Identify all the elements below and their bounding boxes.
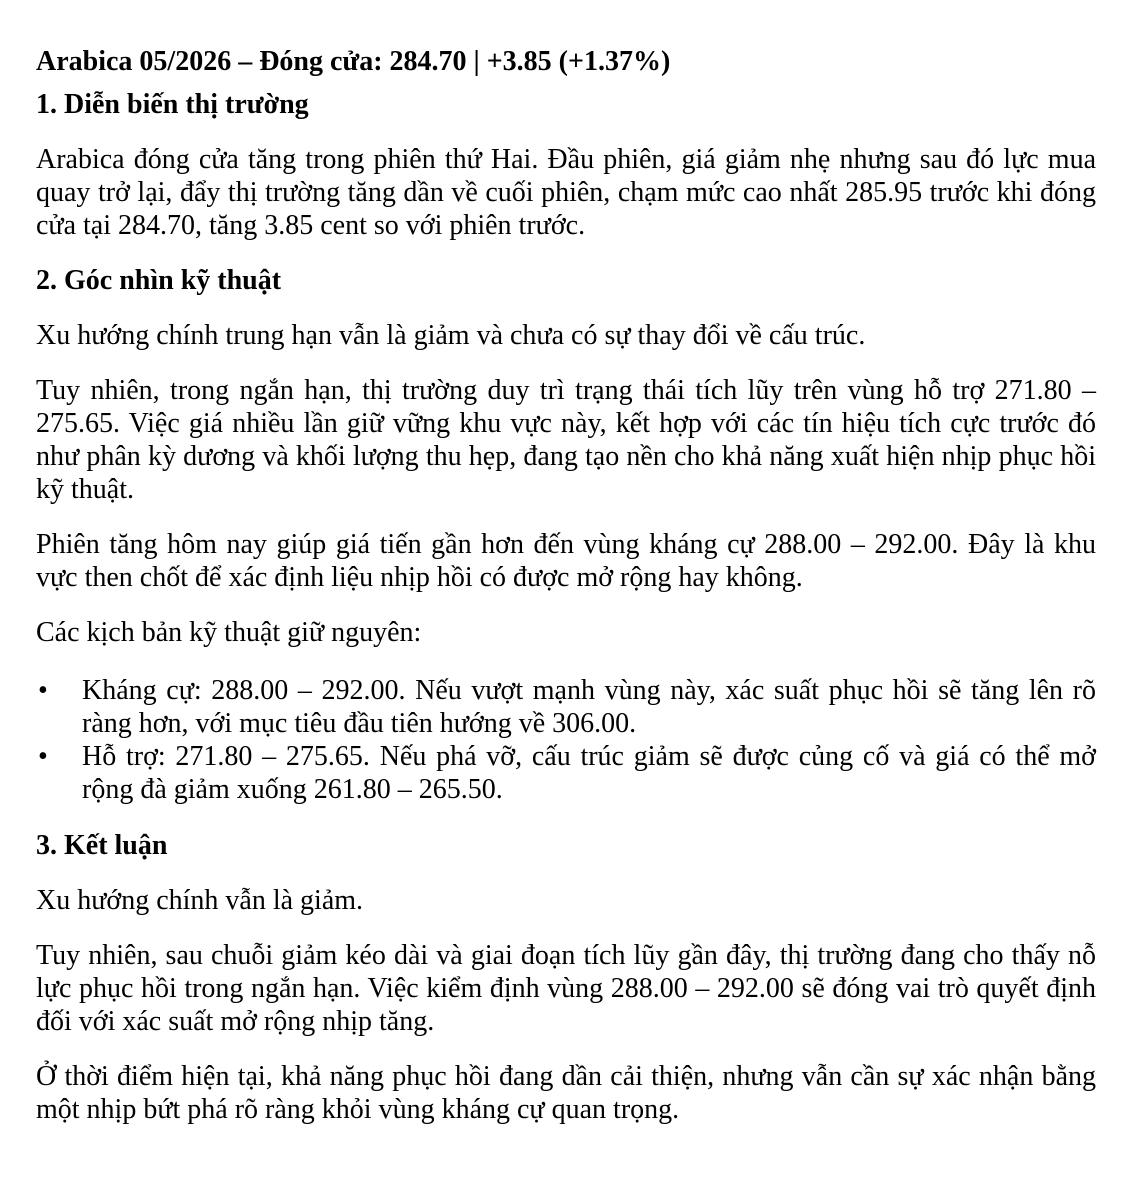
list-item-support-text: Hỗ trợ: 271.80 – 275.65. Nếu phá vỡ, cấu trúc giảm sẽ được củng cố và giá có thể mở rộng đà giảm xuống 261.80 – 265.50. — [82, 741, 1096, 805]
section-3-paragraph-3: Ở thời điểm hiện tại, khả năng phục hồi đang dần cải thiện, nhưng vẫn cần sự xác nhận bằng một nhịp bứt phá rõ ràng khỏi vùng kháng cự quan trọng. — [36, 1061, 1096, 1125]
section-2-heading: 2. Góc nhìn kỹ thuật — [36, 265, 282, 296]
section-2-paragraph-3: Phiên tăng hôm nay giúp giá tiến gần hơn đến vùng kháng cự 288.00 – 292.00. Đây là khu vực then chốt để xác định liệu nhịp hồi có được mở rộng hay không. — [36, 529, 1096, 593]
section-2-paragraph-4: Các kịch bản kỹ thuật giữ nguyên: — [36, 617, 422, 648]
list-item-resistance-text: Kháng cự: 288.00 – 292.00. Nếu vượt mạnh vùng này, xác suất phục hồi sẽ tăng lên rõ ràng hơn, với mục tiêu đầu tiên hướng về 306.00. — [82, 675, 1096, 739]
section-2-paragraph-2: Tuy nhiên, trong ngắn hạn, thị trường duy trì trạng thái tích lũy trên vùng hỗ trợ 271.80 – 275.65. Việc giá nhiều lần giữ vững khu vực này, kết hợp với các tín hiệu tích cực trước đó như phân kỳ dương và khối lượng thu hẹp, đang tạo nền cho khả năng xuất hiện nhịp phục hồi kỹ thuật. — [36, 375, 1096, 505]
section-3-paragraph-2: Tuy nhiên, sau chuỗi giảm kéo dài và giai đoạn tích lũy gần đây, thị trường đang cho thấy nỗ lực phục hồi trong ngắn hạn. Việc kiểm định vùng 288.00 – 292.00 sẽ đóng vai trò quyết định đối với xác suất mở rộng nhịp tăng. — [36, 940, 1096, 1037]
bullet-marker-icon: • — [38, 675, 48, 706]
section-3-paragraph-1: Xu hướng chính vẫn là giảm. — [36, 885, 364, 916]
scenario-bullet-list — [36, 674, 1096, 806]
section-1-heading: 1. Diễn biến thị trường — [36, 89, 309, 120]
section-2-paragraph-1: Xu hướng chính trung hạn vẫn là giảm và chưa có sự thay đổi về cấu trúc. — [36, 320, 866, 351]
bullet-marker-icon: • — [38, 741, 48, 772]
section-1-paragraph-1: Arabica đóng cửa tăng trong phiên thứ Hai. Đầu phiên, giá giảm nhẹ nhưng sau đó lực mua quay trở lại, đẩy thị trường tăng dần về cuối phiên, chạm mức cao nhất 285.95 trước khi đóng cửa tại 284.70, tăng 3.85 cent so với phiên trước. — [36, 144, 1096, 241]
list-item-resistance — [36, 674, 1096, 740]
document-title: Arabica 05/2026 – Đóng cửa: 284.70 | +3.85 (+1.37%) — [36, 46, 671, 77]
section-3-heading: 3. Kết luận — [36, 830, 168, 861]
list-item-support — [36, 740, 1096, 806]
